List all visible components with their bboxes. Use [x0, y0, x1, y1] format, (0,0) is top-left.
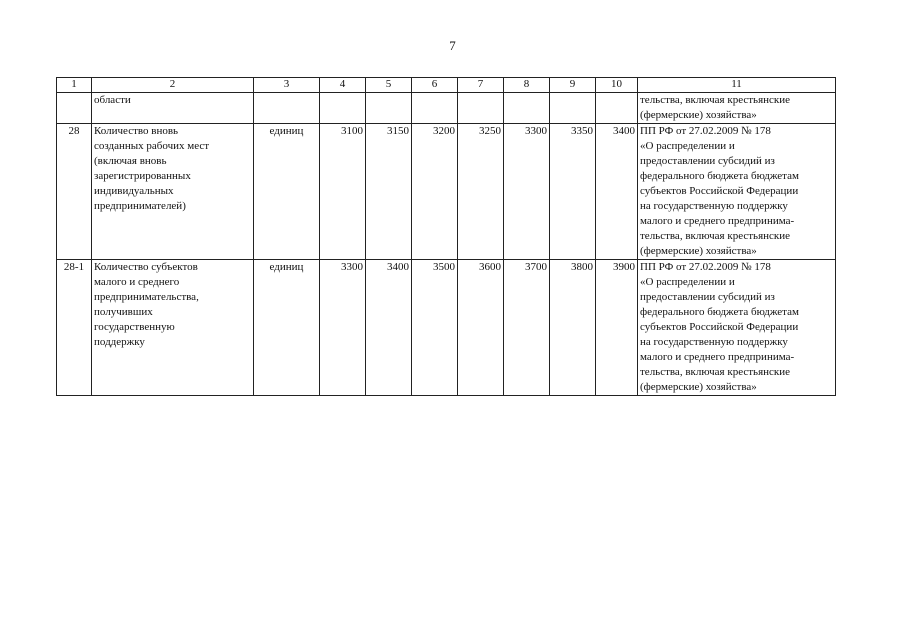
- value-cell: [550, 93, 596, 124]
- indicator-name-line: зарегистрированных: [94, 170, 191, 182]
- indicator-name-line: поддержку: [94, 336, 145, 348]
- value-cell: 3350: [550, 124, 596, 260]
- value-cell: 3300: [504, 124, 550, 260]
- indicator-name-line: индивидуальных: [94, 185, 174, 197]
- table-row-28-1: [57, 260, 836, 396]
- column-header: 11: [638, 78, 836, 93]
- legal-basis-line: тельства, включая крестьянские: [640, 94, 791, 106]
- legal-basis-line: (фермерские) хозяйства»: [640, 109, 757, 121]
- legal-basis-line: на государственную поддержку: [640, 200, 788, 212]
- indicators-table: [56, 77, 836, 396]
- value-cell: [596, 93, 638, 124]
- legal-basis-line: (фермерские) хозяйства»: [640, 381, 757, 393]
- value-cell: 3100: [320, 124, 366, 260]
- value-cell: 3500: [412, 260, 458, 396]
- legal-basis-line: тельства, включая крестьянские: [640, 366, 791, 378]
- column-header: 1: [57, 78, 92, 93]
- value-cell: [320, 93, 366, 124]
- value-cell: 3800: [550, 260, 596, 396]
- indicator-name-line: получивших: [94, 306, 153, 318]
- indicator-name-line: области: [94, 94, 131, 106]
- legal-basis-line: федерального бюджета бюджетам: [640, 306, 799, 318]
- unit-cell: [254, 93, 320, 124]
- legal-basis-line: предоставлении субсидий из: [640, 291, 775, 303]
- legal-basis-line: ПП РФ от 27.02.2009 № 178: [640, 261, 771, 273]
- column-header: 9: [550, 78, 596, 93]
- column-header: 2: [92, 78, 254, 93]
- legal-basis-line: на государственную поддержку: [640, 336, 788, 348]
- value-cell: 3300: [320, 260, 366, 396]
- legal-basis-cell: [638, 93, 836, 124]
- legal-basis-line: федерального бюджета бюджетам: [640, 170, 799, 182]
- legal-basis-line: малого и среднего предпринима-: [640, 351, 795, 363]
- value-cell: [412, 93, 458, 124]
- legal-basis-line: «О распределении и: [640, 140, 735, 152]
- row-number-cell: [57, 93, 92, 124]
- indicator-name-line: предпринимателей): [94, 200, 186, 212]
- indicator-name-line: Количество субъектов: [94, 261, 198, 273]
- column-header: 10: [596, 78, 638, 93]
- indicator-name-line: государственную: [94, 321, 175, 333]
- value-cell: 3150: [366, 124, 412, 260]
- indicator-name-line: (включая вновь: [94, 155, 167, 167]
- value-cell: 3900: [596, 260, 638, 396]
- value-cell: [504, 93, 550, 124]
- legal-basis-line: малого и среднего предпринима-: [640, 215, 795, 227]
- value-cell: 3600: [458, 260, 504, 396]
- value-cell: 3200: [412, 124, 458, 260]
- column-header: 6: [412, 78, 458, 93]
- unit-cell: единиц: [254, 260, 320, 396]
- indicator-name-line: предпринимательства,: [94, 291, 199, 303]
- column-header: 8: [504, 78, 550, 93]
- page-number: 7: [449, 38, 456, 53]
- table-row-continuation: [57, 93, 836, 124]
- legal-basis-cell: [638, 260, 836, 396]
- legal-basis-line: ПП РФ от 27.02.2009 № 178: [640, 125, 771, 137]
- indicator-name-line: малого и среднего: [94, 276, 180, 288]
- unit-cell: единиц: [254, 124, 320, 260]
- value-cell: 3400: [596, 124, 638, 260]
- column-header: 4: [320, 78, 366, 93]
- column-header: 3: [254, 78, 320, 93]
- indicator-name-line: созданных рабочих мест: [94, 140, 210, 152]
- row-number-cell: 28: [57, 124, 92, 260]
- value-cell: 3400: [366, 260, 412, 396]
- legal-basis-cell: [638, 124, 836, 260]
- column-header: 5: [366, 78, 412, 93]
- legal-basis-line: тельства, включая крестьянские: [640, 230, 791, 242]
- indicator-name-cell: [92, 260, 254, 396]
- value-cell: [366, 93, 412, 124]
- legal-basis-line: «О распределении и: [640, 276, 735, 288]
- indicator-name-line: Количество вновь: [94, 125, 179, 137]
- legal-basis-line: (фермерские) хозяйства»: [640, 245, 757, 257]
- value-cell: [458, 93, 504, 124]
- indicator-name-cell: [92, 93, 254, 124]
- value-cell: 3700: [504, 260, 550, 396]
- value-cell: 3250: [458, 124, 504, 260]
- column-header: 7: [458, 78, 504, 93]
- indicator-name-cell: [92, 124, 254, 260]
- legal-basis-line: субъектов Российской Федерации: [640, 185, 799, 197]
- table-row-28: [57, 124, 836, 260]
- row-number-cell: 28-1: [57, 260, 92, 396]
- legal-basis-line: предоставлении субсидий из: [640, 155, 775, 167]
- column-number-row: [57, 78, 836, 93]
- legal-basis-line: субъектов Российской Федерации: [640, 321, 799, 333]
